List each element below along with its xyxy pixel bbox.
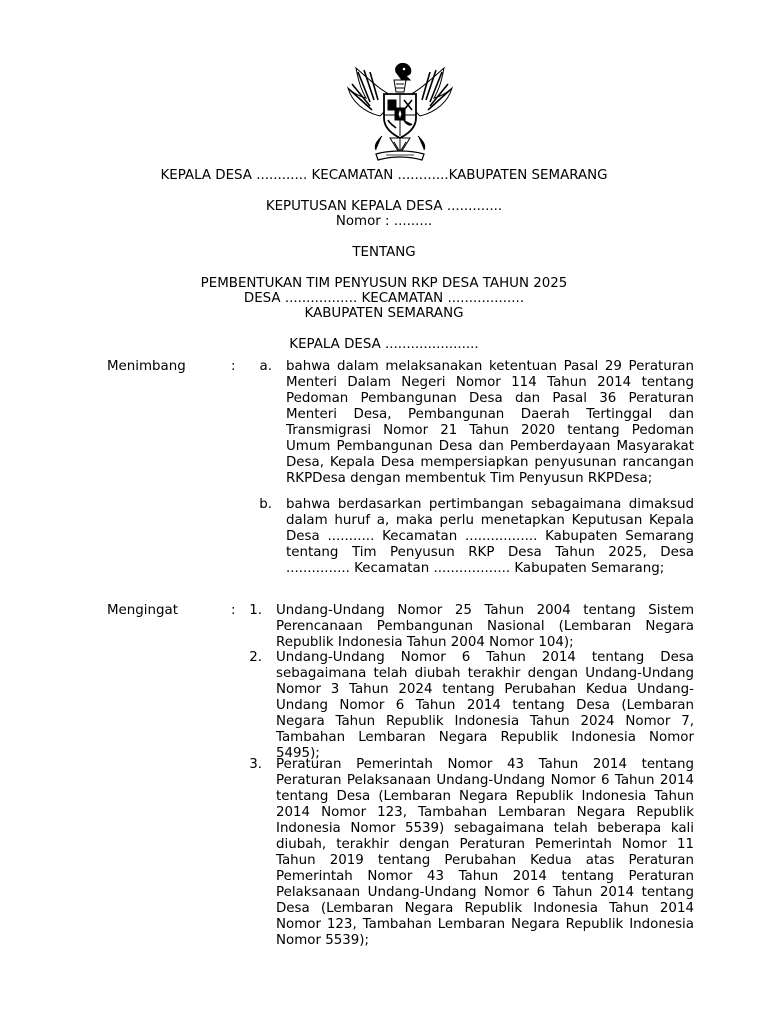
menimbang-item-b: bahwa berdasarkan pertimbangan sebagaimana dimaksud dalam huruf a, maka perlu menetapkan Keputusan Kepala Desa ........... Kecamatan ................. Kabupaten Semarang tentang Tim Penyusun RKP Desa Tahun 2025, Desa ............... Kecamatan .................. Kabupaten Semarang; bbox=[286, 497, 694, 576]
menimbang-item-a: bahwa dalam melaksanakan ketentuan Pasal 29 Peraturan Menteri Dalam Negeri Nomor 114 Tahun 2014 tentang Pedoman Pembangunan Desa dan Pasal 36 Peraturan Menteri Desa, Pembangunan Daerah Tertinggal dan Transmigrasi Nomor 21 Tahun 2020 tentang Pedoman Umum Pembangunan Desa dan Pemberdayaan Masyarakat Desa, Kepala Desa mempersiapkan penyusunan rancangan RKPDesa dengan membentuk Tim Penyusun RKPDesa; bbox=[286, 359, 694, 486]
subject-line-3: KABUPATEN SEMARANG bbox=[304, 306, 464, 321]
list-marker: 2. bbox=[249, 650, 262, 665]
tentang-heading: TENTANG bbox=[352, 245, 416, 260]
decree-number: Nomor : ......... bbox=[335, 214, 433, 229]
list-marker: a. bbox=[259, 359, 272, 374]
issuer-line: KEPALA DESA ...................... bbox=[289, 337, 479, 352]
menimbang-label: Menimbang bbox=[107, 359, 186, 374]
list-marker: 3. bbox=[249, 757, 262, 772]
menimbang-colon: : bbox=[231, 359, 236, 374]
list-marker: 1. bbox=[249, 603, 262, 618]
garuda-emblem bbox=[340, 58, 460, 166]
mengingat-item-3: Peraturan Pemerintah Nomor 43 Tahun 2014 tentang Peraturan Pelaksanaan Undang-Undang Nomor 6 Tahun 2014 tentang Desa (Lembaran Negara Republik Indonesia Tahun 2014 Nomor 123, Tambahan Lembaran Negara Republik Indonesia Nomor 5539) sebagaimana telah beberapa kali diubah, terakhir dengan Peraturan Pemerintah Nomor 11 Tahun 2019 tentang Perubahan Kedua atas Peraturan Pemerintah Nomor 43 Tahun 2014 tentang Peraturan Pelaksanaan Undang-Undang Nomor 6 Tahun 2014 tentang Desa (Lembaran Negara Republik Indonesia Tahun 2014 Nomor 123, Tambahan Lembaran Negara Republik Indonesia Nomor 5539); bbox=[276, 757, 694, 948]
mengingat-label: Mengingat bbox=[107, 603, 178, 618]
subject-line-1: PEMBENTUKAN TIM PENYUSUN RKP DESA TAHUN 2025 bbox=[200, 276, 568, 291]
letterhead-line: KEPALA DESA ............ KECAMATAN ............KABUPATEN SEMARANG bbox=[160, 168, 608, 183]
list-marker: b. bbox=[259, 497, 272, 512]
decree-title: KEPUTUSAN KEPALA DESA ............. bbox=[265, 199, 503, 214]
mengingat-item-1: Undang-Undang Nomor 25 Tahun 2004 tentang Sistem Perencanaan Pembangunan Nasional (Lembaran Negara Republik Indonesia Tahun 2004 Nomor 104); bbox=[276, 603, 694, 650]
mengingat-item-2: Undang-Undang Nomor 6 Tahun 2014 tentang Desa sebagaimana telah diubah terakhir dengan Undang-Undang Nomor 3 Tahun 2024 tentang Perubahan Kedua Undang-Undang Nomor 6 Tahun 2014 tentang Desa (Lembaran Negara Tahun Republik Indonesia Tahun 2024 Nomor 7, Tambahan Lembaran Negara Republik Indonesia Nomor 5495); bbox=[276, 650, 694, 761]
mengingat-colon: : bbox=[231, 603, 236, 618]
subject-line-2: DESA ................. KECAMATAN .................. bbox=[243, 291, 525, 306]
